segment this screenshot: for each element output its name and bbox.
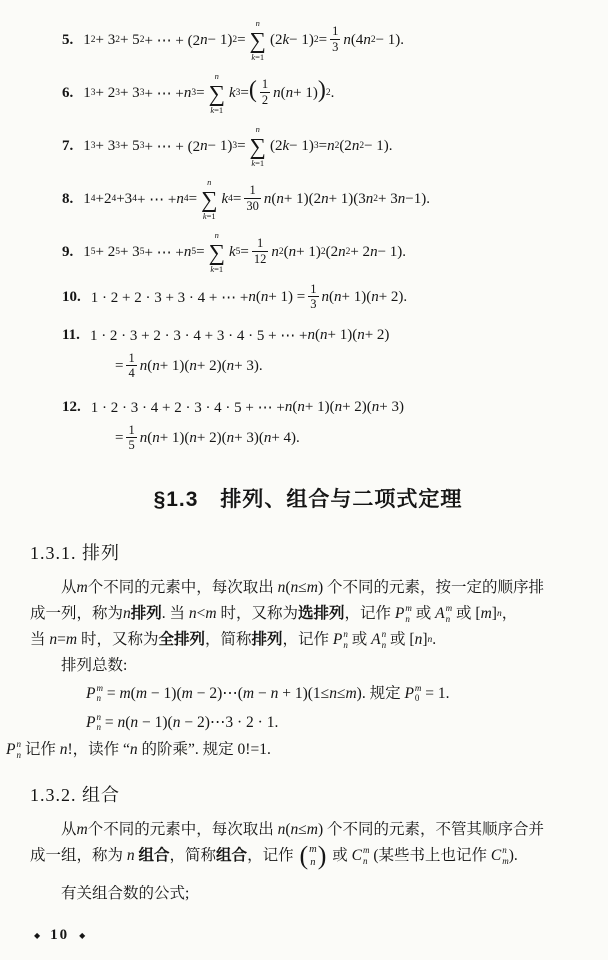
paragraph-line: 成一列，称为n排列. 当 n<m 时，又称为选排列，记作 P m n 或 A m n 或 [m] n ， xyxy=(30,603,518,624)
formula-continuation: = $\frac{1}{5}$ n ( n + 1)( n + 2)( n + 3)( n + 4). xyxy=(115,422,300,453)
formula-line: 1 2 + 3 2 + 5 2 + ⋯ + (2 n − 1) 2 = n ∑ k=1 (2 k − 1) 2 = $\frac{1}{3}$ n (4 n 2 − 1). xyxy=(83,18,405,62)
factorial-note-line: P n n 记作 n!，读作 “n 的阶乘”. 规定 0!=1. xyxy=(6,739,271,760)
subsection-title-combination: 1.3.2. 组合 xyxy=(30,784,120,805)
formula-item-8 xyxy=(62,177,586,221)
item-number: 7. xyxy=(62,137,74,154)
item-number: 10. xyxy=(62,289,81,306)
formula-item-11 xyxy=(62,323,586,349)
diamond-icon: ◆ xyxy=(79,931,86,940)
permutation-count-label: 排列总数: xyxy=(61,656,128,674)
formula-item-5 xyxy=(62,18,586,62)
formula-line: 1 4 +2 4 +3 4 + ⋯ + n 4 = n ∑ k=1 k 4 = $\frac{1}{30}$ n ( n + 1)(2 n + 1)(3 n 2 + 3 n −1). xyxy=(83,177,430,221)
paragraph-line: 成一组，称为 n 组合，简称组合，记作 ( m n ) 或 C m n (某些书上也记作 C n m ). xyxy=(30,841,518,871)
paragraph-line: 从m个不同的元素中，每次取出 n(n≤m) 个不同的元素，不管其顺序合并 xyxy=(61,820,545,838)
item-number: 11. xyxy=(62,327,80,344)
paragraph-line: 当 n=m 时，又称为全排列，简称排列，记作 P n n 或 A n n 或 [n] n . xyxy=(30,629,437,650)
item-number: 8. xyxy=(62,190,74,207)
formula-list xyxy=(30,18,586,455)
paragraph-line: 从m个不同的元素中，每次取出 n(n≤m) 个不同的元素，按一定的顺序排 xyxy=(61,578,545,596)
diamond-icon: ◆ xyxy=(34,931,41,940)
formula-item-10 xyxy=(62,283,586,313)
item-number: 6. xyxy=(62,84,74,101)
formula-item-9 xyxy=(62,230,586,274)
item-number: 12. xyxy=(62,399,81,416)
page-footer xyxy=(34,927,85,944)
formula-line: 1 3 + 3 3 + 5 3 + ⋯ + (2 n − 1) 3 = n ∑ k=1 (2 k − 1) 3 = n 2 (2 n 2 − 1). xyxy=(83,124,393,168)
subsection-title-permutation: 1.3.1. 排列 xyxy=(30,542,120,563)
formula-line: 1 · 2 · 3 · 4 + 2 · 3 · 4 · 5 + ⋯ + n ( n + 1)( n + 2)( n + 3) xyxy=(90,399,404,417)
combination-formula-intro: 有关组合数的公式; xyxy=(61,885,190,903)
item-number: 5. xyxy=(62,31,74,48)
formula-item-12 xyxy=(62,395,586,421)
combination-paragraph xyxy=(30,817,586,908)
formula-line: 1 · 2 + 2 · 3 + 3 · 4 + ⋯ + n ( n + 1) = $\frac{1}{3}$ n ( n + 1)( n + 2). xyxy=(90,282,408,312)
formula-line: 1 5 + 2 5 + 3 5 + ⋯ + n 5 = n ∑ k=1 k 5 = $\frac{1}{12}$ n 2 ( n + 1) 2 (2 n 2 + 2 n − 1). xyxy=(83,230,407,274)
page-number: 10 xyxy=(50,927,70,943)
permutation-formula-1: P m n = m(m − 1)(m − 2)⋯(m − n + 1)(1≤n≤m). 规定 P m 0 = 1. xyxy=(86,682,450,704)
formula-line: 1 · 2 · 3 + 2 · 3 · 4 + 3 · 4 · 5 + ⋯ + n ( n + 1)( n + 2) xyxy=(89,327,390,345)
formula-continuation: = $\frac{1}{4}$ n ( n + 1)( n + 2)( n + 3). xyxy=(115,350,263,381)
permutation-paragraph xyxy=(6,575,586,763)
formula-line: 1 3 + 2 3 + 3 3 + ⋯ + n 3 = n ∑ k=1 k 3 = ( $\frac{1}{2}$ n ( n + 1) ) 2 . xyxy=(83,71,335,115)
item-number: 9. xyxy=(62,243,74,260)
permutation-formula-2: P n n = n(n − 1)(n − 2)⋯3 · 2 · 1. xyxy=(86,711,279,733)
section-heading: §1.3 排列、组合与二项式定理 xyxy=(153,487,463,511)
formula-item-6 xyxy=(62,71,586,115)
formula-item-7 xyxy=(62,124,586,168)
